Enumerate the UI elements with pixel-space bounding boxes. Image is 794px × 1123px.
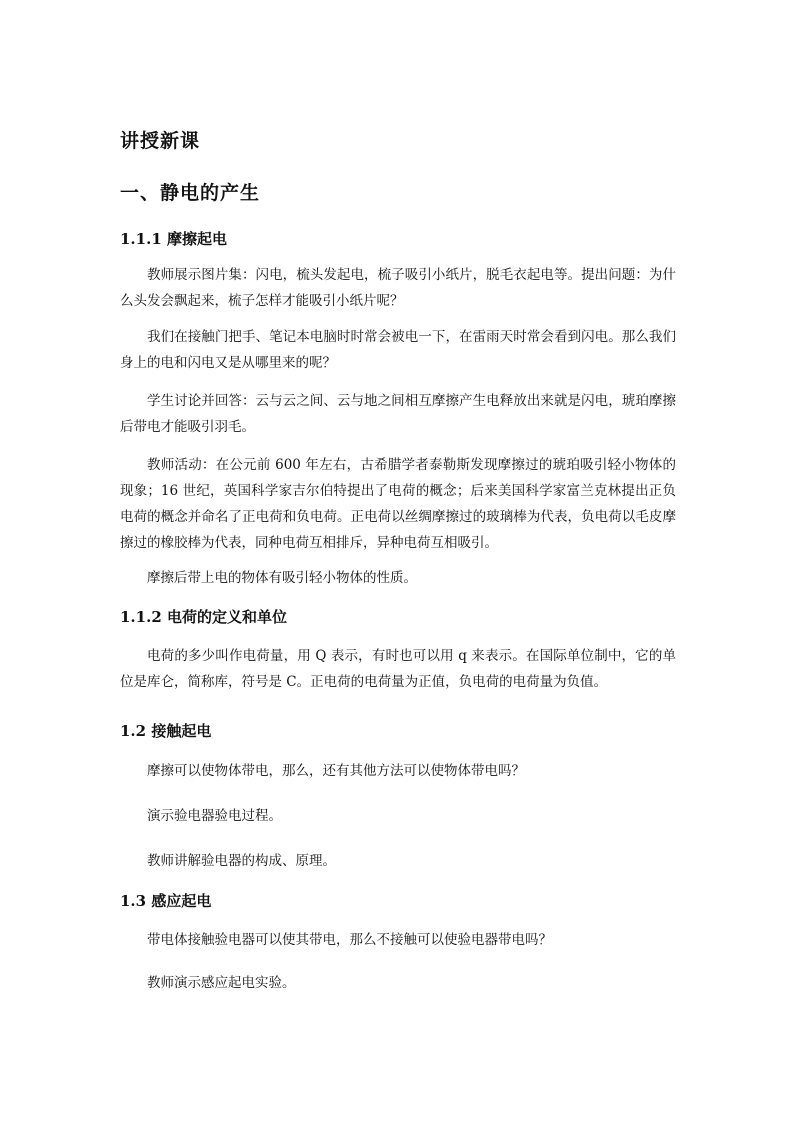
paragraph-6: 电荷的多少叫作电荷量，用 Q 表示，有时也可以用 q 来表示。在国际单位制中，它的单位是库仑，简称库，符号是 C。正电荷的电荷量为正值，负电荷的电荷量为负值。 [120,648,676,690]
paragraph-10: 带电体接触验电器可以使其带电，那么不接触可以使验电器带电吗？ [147,932,552,948]
paragraph-11: 教师演示感应起电实验。 [147,975,296,991]
page-title: 讲授新课 [120,130,201,152]
paragraph-7: 摩擦可以使物体带电，那么，还有其他方法可以使物体带电吗？ [147,763,525,779]
section-heading-1-2: 1.2 接触起电 [120,722,212,740]
subsection-heading-1-1-1: 1.1.1 摩擦起电 [120,230,227,248]
paragraph-4: 教师活动：在公元前 600 年左右，古希腊学者泰勒斯发现摩擦过的琥珀吸引轻小物体的现象；16 世纪，英国科学家吉尔伯特提出了电荷的概念；后来美国科学家富兰克林提出正负电荷的概念并命名了正电荷和负电荷。正电荷以丝绸摩擦过的玻璃棒为代表，负电荷以毛皮摩擦过的橡胶棒为代表，同种电荷互相排斥，异种电荷互相吸引。 [120,457,676,551]
paragraph-3: 学生讨论并回答：云与云之间、云与地之间相互摩擦产生电释放出来就是闪电，琥珀摩擦后带电才能吸引羽毛。 [120,393,676,435]
paragraph-1: 教师展示图片集：闪电，梳头发起电，梳子吸引小纸片，脱毛衣起电等。提出问题：为什么头发会飘起来，梳子怎样才能吸引小纸片呢？ [120,267,676,309]
paragraph-9: 教师讲解验电器的构成、原理。 [147,853,336,869]
paragraph-8: 演示验电器验电过程。 [147,808,282,824]
paragraph-2: 我们在接触门把手、笔记本电脑时时常会被电一下，在雷雨天时常会看到闪电。那么我们身上的电和闪电又是从哪里来的呢？ [120,329,676,371]
section-heading-1-3: 1.3 感应起电 [120,892,212,910]
paragraph-5: 摩擦后带上电的物体有吸引轻小物体的性质。 [147,570,417,586]
section-heading-1: 一、静电的产生 [120,182,261,204]
subsection-heading-1-1-2: 1.1.2 电荷的定义和单位 [120,608,287,626]
